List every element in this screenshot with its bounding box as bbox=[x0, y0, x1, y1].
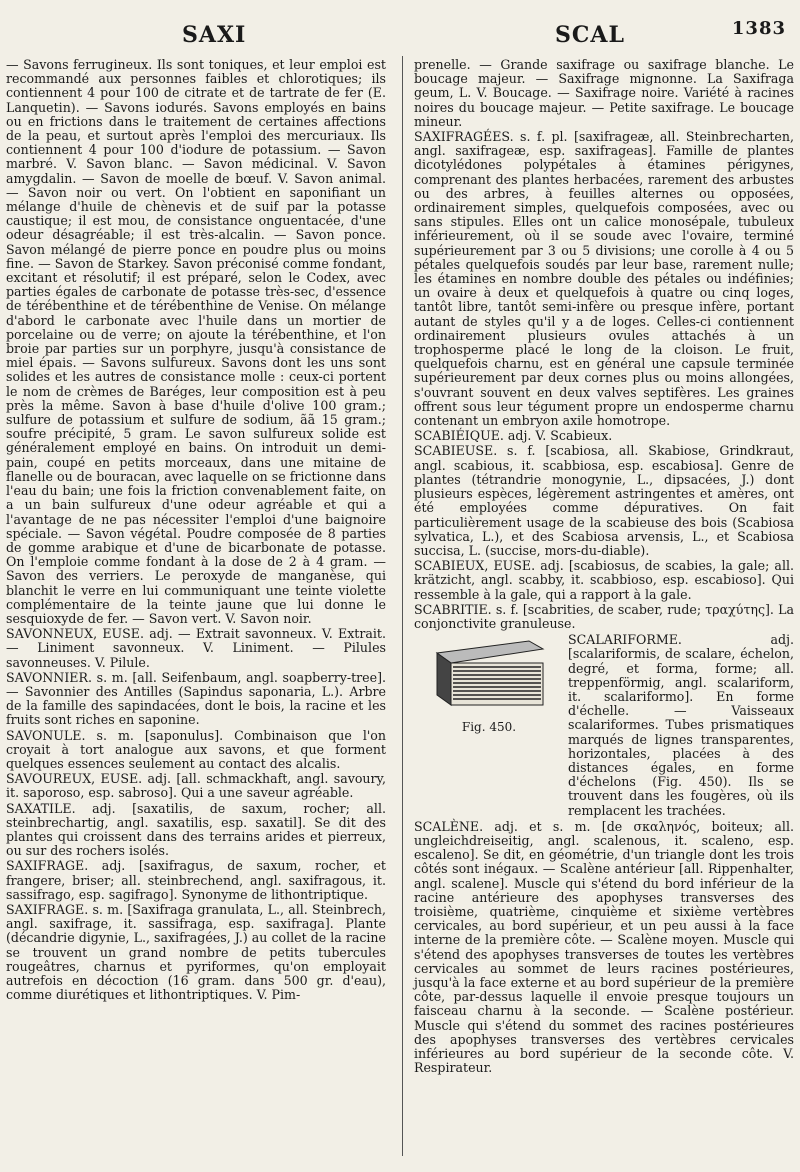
running-head-right: SCAL bbox=[555, 22, 625, 48]
entry-scalene: SCALÈNE. adj. et s. m. [de σκαληνός, boiteux; all. ungleichdreiseitig, angl. scalenous, it. scaleno, esp. escaleno]. Se dit, en géométrie, d'un triangle dont les trois côtés sont inégaux. — Scalène antérieur [all. Rippenhalter, angl. scalene]. Muscle qui s'étend du bord inférieur de la racine antérieure des apophyses transverses des troisième, quatrième, cinquième et sixième vertèbres cervicales, au bord supérieur, et un peu aussi à la face interne de la première côte. — Scalène moyen. Muscle qui s'étend des apophyses transverses de toutes les vertèbres cervicales au sommet de leurs racines postérieures, jusqu'à la face externe et au bord supérieur de la première côte, par-dessus laquelle il envoie presque toujours un faisceau charnu à la seconde. — Scalène postérieur. Muscle qui s'étend du sommet des racines postérieures des apophyses transverses des vertèbres cervicales inférieures au bord supérieur de la seconde côte. V. Respirateur. bbox=[414, 818, 794, 1076]
left-column bbox=[6, 58, 386, 1003]
running-head-left: SAXI bbox=[182, 22, 247, 48]
entry-scabieique: SCABIÉIQUE. adj. V. Scabieux. bbox=[414, 428, 613, 444]
entry-savoureux: SAVOUREUX, EUSE. adj. [all. schmackhaft, angl. savoury, it. saporoso, esp. sabroso]. Qui a une saveur agréable. bbox=[6, 771, 386, 801]
entry-saxifrage-sm: SAXIFRAGE. s. m. [Saxifraga granulata, L., all. Steinbrech, angl. saxifrage, it. sassifraga, esp. saxifraga]. Plante (décandrie digynie, L., saxifragées, J.) au collet de la racine se trouvent un grand nombre de petits tubercules rougeâtres, charnus et pyriformes, qu'on employait autrefois en décoction (16 gram. dans 500 gr. d'eau), comme diurétiques et lithontriptiques. V. Pim- bbox=[6, 901, 386, 1003]
entry-savons: — Savons ferrugineux. Ils sont toniques, et leur emploi est recommandé aux personnes faibles et chlorotiques; ils contiennent 4 pour 100 de citrate et de tartrate de fer (E. Lanquetin). — Savons iodurés. Savons employés en bains ou en frictions dans le traitement de certaines affections de la peau, et surtout après l'emploi des mercuriaux. Ils contiennent 4 pour 100 d'iodure de potassium. — Savon marbré. V. Savon blanc. — Savon médicinal. V. Savon amygdalin. — Savon de moelle de bœuf. V. Savon animal. — Savon noir ou vert. On l'obtient en saponifiant un mélange d'huile de chènevis et de suif par la potasse caustique; il est mou, de consistance onguentacée, d'une odeur désagréable; il est très-alcalin. — Savon ponce. Savon mélangé de pierre ponce en poudre plus ou moins fine. — Savon de Starkey. Savon préconisé comme fondant, excitant et résolutif; il est préparé, selon le Codex, avec parties égales de carbonate de potasse très-sec, d'essence de térébenthine et de térébenthine de Venise. On mélange d'abord le carbonate avec l'huile dans un mortier de porcelaine ou de verre; on ajoute la térébenthine, et l'on broie par parties sur un porphyre, jusqu'à consistance de miel épais. — Savons sulfureux. Savons dont les uns sont solides et les autres de consistance molle : ceux-ci portent le nom de crèmes de Baréges, leur composition est à peu près la même. Savon à base d'huile d'olive 100 gram.; sulfure de potassium et sulfure de sodium, ãã 15 gram.; soufre précipité, 5 gram. Le savon sulfureux solide est généralement employé en bains. On introduit un demi-pain, coupé en petits morceaux, dans une mitaine de flanelle ou de bouracan, avec laquelle on se frictionne dans l'eau du bain; une fois la friction convenablement faite, on a un bain sulfureux d'une odeur agréable et qui a l'avantage de ne pas nécessiter l'emploi d'une baignoire spéciale. — Savon végétal. Poudre composée de 8 parties de gomme arabique et d'une de bicarbonate de potasse. On l'emploie comme fondant à la dose de 2 à 4 gram. — Savon des verriers. Le peroxyde de manganèse, qui blanchit le verre en lui communiquant une teinte violette complémentaire de la teinte jaune que lui donne le sesquioxyde de fer. — Savon vert. V. Savon noir. bbox=[6, 57, 386, 626]
entry-scabritie: SCABRITIE. s. f. [scabrities, de scaber, rude; τραχύτης]. La conjonctivite granuleuse. bbox=[414, 601, 794, 631]
figure-caption: Fig. 450. bbox=[461, 720, 517, 735]
entry-savonnier: SAVONNIER. s. m. [all. Seifenbaum, angl. soapberry-tree]. — Savonnier des Antilles (Sapindus saponaria, L.). Arbre de la famille des sapindacées, dont le bois, la racine et les fruits sont riches en saponine. bbox=[6, 669, 386, 728]
figure-block bbox=[414, 633, 794, 818]
right-column bbox=[414, 58, 794, 1076]
entry-saxifrage-adj: SAXIFRAGE. adj. [saxifragus, de saxum, rocher, et frangere, briser; all. steinbrechend, angl. saxifragous, it. sassifrago, esp. sagifrago]. Synonyme de lithontriptique. bbox=[6, 858, 386, 902]
column-divider bbox=[402, 56, 403, 1156]
entry-saxifragees: SAXIFRAGÉES. s. f. pl. [saxifrageæ, all. Steinbrecharten, angl. saxifrageæ, esp. saxifrageas]. Famille de plantes dicotylédones polypétales à étamines périgynes, comprenant des plantes herbacées, rarement des arbustes ou des arbres, à feuilles alternes ou opposées, ordinairement simples, quelquefois composées, avec ou sans stipules. Elles ont un calice monosépale, tubuleux inférieurement, où il se soude avec l'ovaire, terminé supérieurement par 3 ou 5 divisions; une corolle à 4 ou 5 pétales quelquefois soudés par leur base, rarement nulle; les étamines en nombre double des pétales ou indéfinies; un ovaire à deux et quelquefois à quatre ou cinq loges, tantôt libre, tantôt semi-infère ou presque infère, portant autant de styles qu'il y a de loges. Celles-ci contiennent ordinairement plusieurs ovules attachés à un trophosperme placé le long de la cloison. Le fruit, quelquefois charnu, est en général une capsule terminée supérieurement par deux cornes plus ou moins allongées, s'ouvrant souvent en deux valves septifères. Les graines offrent sous leur tégument propre un endosperme charnu contenant un embryon axile homotrope. bbox=[414, 129, 794, 429]
entry-savonule: SAVONULE. s. m. [saponulus]. Combinaison que l'on croyait à tort analogue aux savons, et que forment quelques essences seulement au contact des alcalis. bbox=[6, 727, 386, 771]
entry-savonneux: SAVONNEUX, EUSE. adj. — Extrait savonneux. V. Extrait. — Liniment savonneux. V. Liniment. — Pilules savonneuses. V. Pilule. bbox=[6, 626, 386, 670]
scalariform-vessel-illustration bbox=[429, 633, 549, 711]
entry-scabieux: SCABIEUX, EUSE. adj. [scabiosus, de scabies, la gale; all. krätzicht, angl. scabby, it. scabbioso, esp. escabioso]. Qui ressemble à la gale, qui a rapport à la gale. bbox=[414, 558, 794, 602]
entry-saxatile: SAXATILE. adj. [saxatilis, de saxum, rocher; all. steinbrechartig, angl. saxatilis, esp. saxatil]. Se dit des plantes qui croissent dans des terrains arides et pierreux, ou sur des rochers isolés. bbox=[6, 800, 386, 859]
entry-pimprenelle-cont: prenelle. — Grande saxifrage ou saxifrage blanche. Le boucage majeur. — Saxifrage mignonne. La Saxifraga geum, L. V. Boucage. — Saxifrage noire. Variété à racines noires du boucage majeur. — Petite saxifrage. Le boucage mineur. bbox=[414, 57, 794, 129]
page-number: 1383 bbox=[731, 18, 786, 39]
entry-scabieuse: SCABIEUSE. s. f. [scabiosa, all. Skabiose, Grindkraut, angl. scabious, it. scabbiosa, esp. escabiosa]. Genre de plantes (tétrandrie monogynie, L., dipsacées, J.) dont plusieurs espèces, légèrement astringentes et amères, ont été employées comme dépuratives. On fait particulièrement usage de la scabieuse des bois (Scabiosa sylvatica, L.), et des Scabiosa arvensis, L., et Scabiosa succisa, L. (succise, mors-du-diable). bbox=[414, 443, 794, 558]
entry-scalariforme: SCALARIFORME. adj. [scalariformis, de scalare, échelon, degré, et forma, forme; all. treppenförmig, angl. scalariform, it. scalariformo]. En forme d'échelle. — Vaisseaux scalariformes. Tubes prismatiques marqués de lignes transparentes, horizontales, placées à des distances égales, en forme d'échelons (Fig. 450). Ils se trouvent dans les fougères, où ils remplacent les trachées. bbox=[568, 632, 794, 818]
figure-450 bbox=[414, 633, 564, 818]
